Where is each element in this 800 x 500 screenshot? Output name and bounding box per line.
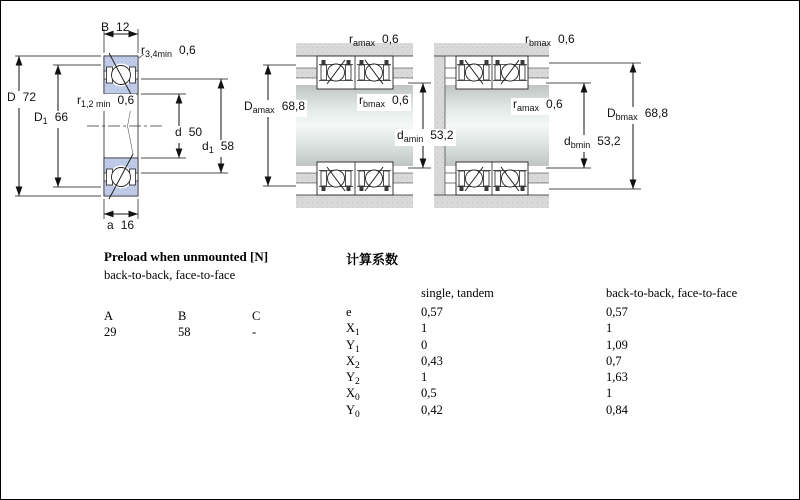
preload-title: Preload when unmounted [N] bbox=[104, 249, 269, 264]
factor-label: e bbox=[346, 305, 352, 319]
arrangement-back-to-back bbox=[263, 43, 431, 208]
dim-label-D: D 72 bbox=[5, 91, 38, 108]
dim-label-ramax-mid: $r_{amax}$ 0,6 bbox=[513, 97, 563, 113]
dim-label-ramax-top: $r_{amax}$ 0,6 bbox=[349, 32, 399, 48]
dim-label-r34min: $r_{3,4min}$ 0,6 bbox=[141, 43, 196, 59]
housing-bottom bbox=[434, 195, 549, 208]
dim-label-a: a 16 bbox=[107, 218, 135, 232]
dim-label-B: B 12 bbox=[101, 20, 130, 34]
factor-value: 0,57 bbox=[421, 305, 443, 319]
preload-value: 58 bbox=[178, 325, 191, 339]
dim-label-Dbmax: $D_{bmax}$ 68,8 bbox=[607, 106, 669, 122]
factors-header-row bbox=[346, 286, 786, 305]
factor-value: 0,5 bbox=[421, 386, 437, 401]
factor-value: 0 bbox=[421, 337, 428, 352]
factor-row bbox=[346, 338, 786, 354]
factor-label: $X_1$ bbox=[346, 321, 360, 339]
factor-value: 1 bbox=[606, 321, 613, 336]
factor-value: 1 bbox=[606, 386, 613, 401]
dim-label-Damax: $D_{amax}$ 68,8 bbox=[244, 99, 306, 115]
factors-col1-header: single, tandem bbox=[421, 286, 494, 300]
factor-row bbox=[346, 403, 786, 419]
factors-title: 计算系数 bbox=[346, 252, 399, 267]
factor-value: 0,84 bbox=[606, 402, 628, 417]
factor-label: $Y_1$ bbox=[346, 337, 360, 355]
dim-label-damin: $d_{amin}$ 53,2 bbox=[397, 128, 454, 144]
factor-row bbox=[346, 354, 786, 370]
factor-row bbox=[346, 321, 786, 337]
factor-label: $X_2$ bbox=[346, 353, 360, 371]
preload-header: A bbox=[104, 309, 114, 323]
factor-value: 1,63 bbox=[606, 370, 628, 385]
factor-value: 1 bbox=[421, 321, 428, 336]
factor-value: 0,42 bbox=[421, 402, 443, 417]
dim-label-d: d 50 bbox=[173, 126, 204, 143]
factor-value: 1,09 bbox=[606, 337, 628, 352]
factors-col2-header: back-to-back, face-to-face bbox=[606, 286, 738, 300]
preload-value-row bbox=[104, 325, 344, 341]
factor-label: $X_0$ bbox=[346, 386, 360, 404]
dim-label-dbmin: $d_{bmin}$ 53,2 bbox=[564, 134, 621, 150]
dim-label-d1: $d_1$ 58 bbox=[202, 139, 235, 155]
preload-value: 29 bbox=[104, 325, 117, 339]
dim-label-r12min: $r_{1,2 min}$ 0,6 bbox=[77, 93, 135, 109]
factor-value: 0,57 bbox=[606, 305, 628, 319]
spacer bbox=[434, 56, 445, 195]
preload-value: - bbox=[252, 325, 257, 339]
dim-label-rbmax-top: $r_{bmax}$ 0,6 bbox=[525, 32, 575, 48]
preload-header: C bbox=[252, 309, 261, 323]
dim-label-D1: $D_1$ 66 bbox=[34, 110, 69, 126]
preload-table bbox=[104, 249, 344, 341]
dim-label-rbmax-mid: $r_{bmax}$ 0,6 bbox=[359, 93, 409, 109]
factor-row bbox=[346, 305, 786, 321]
calculation-factors-table bbox=[346, 249, 786, 419]
factor-value: 0,43 bbox=[421, 353, 443, 368]
factor-row bbox=[346, 370, 786, 386]
housing-bottom bbox=[296, 195, 413, 208]
preload-header: B bbox=[178, 309, 187, 323]
factor-value: 0,7 bbox=[606, 353, 622, 368]
arrangement-face-to-face bbox=[434, 43, 641, 208]
factor-label: $Y_2$ bbox=[346, 370, 360, 388]
preload-header-row bbox=[104, 309, 344, 325]
factor-value: 1 bbox=[421, 370, 428, 385]
factor-row bbox=[346, 386, 786, 402]
preload-subtitle: back-to-back, face-to-face bbox=[104, 268, 236, 282]
factor-label: $Y_0$ bbox=[346, 402, 360, 420]
